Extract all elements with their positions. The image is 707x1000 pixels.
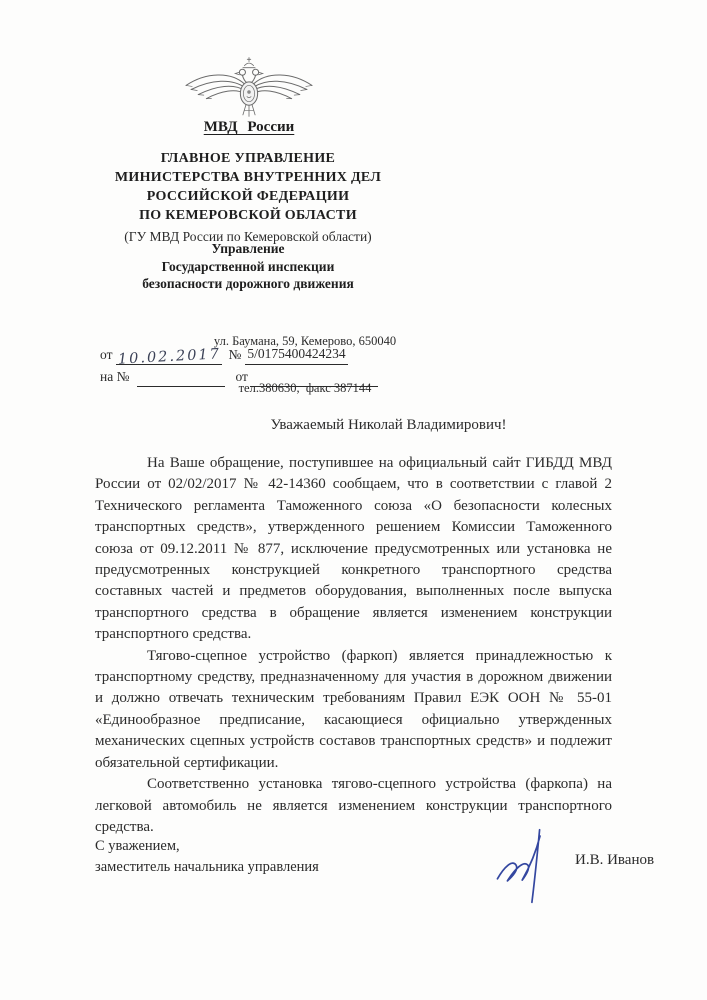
- org-line: ГЛАВНОЕ УПРАВЛЕНИЕ: [160, 151, 336, 166]
- body-paragraph: Тягово-сцепное устройство (фаркоп) является принадлежностью к транспортному средству, предназначенному для участия в дорожном движении и должно отвечать техническим требованиям Правил ЕЭК ООН № 55-01 «Единообразное предписание, касающиеся официально утвержденных механических сцепных устройств составов транспортных средств» и подлежит обязательной сертификации.: [95, 647, 612, 771]
- mvd-eagle-emblem-icon: [183, 56, 315, 122]
- org-line: МИНИСТЕРСТВА ВНУТРЕННИХ ДЕЛ: [114, 170, 382, 185]
- org-name-short: МВД России: [203, 119, 295, 135]
- address-line: ул. Баумана, 59, Кемерово, 650040: [213, 334, 397, 348]
- signer-position: заместитель начальника управления: [95, 859, 319, 875]
- signature-scribble: [489, 814, 556, 915]
- org-abbreviation: (ГУ МВД России по Кемеровской области): [124, 229, 372, 244]
- closing-line: С уважением,: [95, 838, 180, 854]
- division-line: безопасности дорожного движения: [142, 276, 354, 291]
- reply-date-blank: [250, 370, 378, 387]
- reply-from-label: от: [235, 369, 248, 384]
- handwritten-date-field: [116, 346, 222, 368]
- outgoing-reference-line: [100, 343, 460, 368]
- division-name-block: [48, 240, 448, 293]
- org-line: РОССИЙСКОЙ ФЕДЕРАЦИИ: [146, 189, 350, 204]
- body-paragraph: На Ваше обращение, поступившее на официальный сайт ГИБДД МВД России от 02/02/2017 № 42-14360 сообщаем, что в соответствии с главой 2 Технического регламента Таможенного союза «О безопасности колесных транспортных средств», утвержденного решением Комиссии Таможенного союза от 09.12.2011 № 877, исключение предусмотренных или установка не предусмотренных конструкцией конкретного транспортного средства составных частей и предметов оборудования, выполненных после выпуска транспортного средства в обращение является изменением конструкции транспортного средства.: [95, 455, 612, 643]
- signer-name: И.В. Иванов: [575, 852, 655, 868]
- division-line: Государственной инспекции: [161, 258, 335, 274]
- outgoing-number: 5/0175400424234: [245, 343, 347, 365]
- reply-to-label: на №: [100, 369, 130, 384]
- from-label: от: [100, 347, 113, 362]
- org-line: ПО КЕМЕРОВСКОЙ ОБЛАСТИ: [139, 208, 357, 223]
- division-line: Управление: [211, 241, 285, 256]
- closing-block: [95, 836, 319, 878]
- incoming-reference-line: [100, 366, 460, 387]
- number-label: №: [228, 347, 242, 362]
- handwritten-date: 10.02.2017: [117, 346, 222, 368]
- reference-block: [100, 343, 460, 388]
- phone-fax-line: тел.380630, факс 387144: [238, 380, 372, 395]
- body-paragraph: Соответственно установка тягово-сцепного устройства (фаркопа) на легковой автомобиль не является изменением конструкции транспортного средства.: [95, 776, 612, 835]
- signature-ink-path: [496, 828, 540, 903]
- org-name-block: [48, 149, 448, 246]
- reply-number-blank: [137, 370, 225, 387]
- letter-body: [95, 453, 612, 838]
- greeting-line: Уважаемый Николай Владимирович!: [270, 417, 507, 433]
